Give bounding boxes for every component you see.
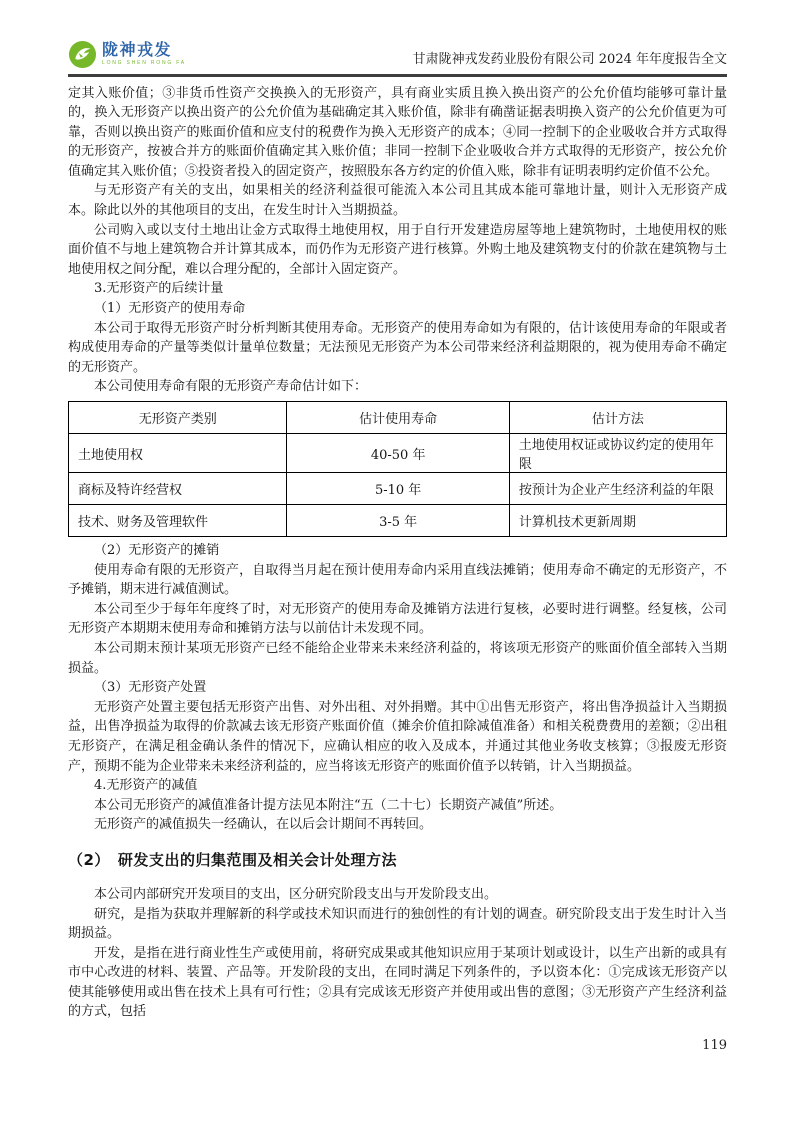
paragraph: 本公司使用寿命有限的无形资产寿命估计如下： — [94, 379, 368, 395]
bird-logo-icon — [68, 40, 97, 69]
paragraph: 开发，是指在进行商业性生产或使用前，将研究成果或其他知识应用于某项计划或设计，以生产出新的或具有市中心改进的材料、装置、产品等。开发阶段的支出，在同时满足下列条件的，予以资本化：①完成该无形资产以使其能够使用或出售在技术上具有可行性；②具有完成该无形资产并使用或出售的意图；③无形资产产生经济利益的方式，包括 — [68, 945, 727, 1020]
page-header — [68, 40, 727, 77]
subheading: 4.无形资产的减值 — [94, 778, 198, 794]
table-cell: 商标及特许经营权 — [69, 473, 287, 505]
table-cell: 3-5 年 — [287, 505, 509, 537]
table-cell: 计算机技术更新周期 — [509, 505, 726, 537]
paragraph: 无形资产处置主要包括无形资产出售、对外出租、对外捐赠。其中①出售无形资产，将出售净损益计入当期损益，出售净损益为取得的价款减去该无形资产账面价值（摊余价值扣除减值准备）和相关税费费用的差额；②出租无形资产，在满足租金确认条件的情况下，应确认相应的收入及成本，并通过其他业务收支核算；③报废无形资产，预期不能为企业带来未来经济利益的，应当将该无形资产的账面价值予以转销，计入当期损益。 — [68, 699, 727, 774]
paragraph: 本公司内部研究开发项目的支出，区分研究阶段支出与开发阶段支出。 — [94, 886, 498, 902]
paragraph: 定其入账价值；③非货币性资产交换换入的无形资产，具有商业实质且换入换出资产的公允价值均能够可靠计量的，换入无形资产以换出资产的公允价值为基础确定其入账价值，除非有确凿证据表明换入资产的公允价值更为可靠，否则以换出资产的账面价值和应支付的税费作为换入无形资产的成本；④同一控制下的企业吸收合并方式取得的无形资产，按被合并方的账面价值确定其入账价值；非同一控制下企业吸收合并方式取得的无形资产，按公允价值确定其入账价值；⑤投资者投入的固定资产，按照股东各方约定的价值入账，除非有证明表明约定价值不公允。 — [68, 85, 727, 179]
table-cell: 按预计为企业产生经济利益的年限 — [509, 473, 726, 505]
company-logo — [68, 40, 186, 69]
table-header-row — [69, 402, 727, 434]
column-header-useful-life: 估计使用寿命 — [287, 402, 509, 434]
column-header-estimation-method: 估计方法 — [509, 402, 726, 434]
column-header-asset-class: 无形资产类别 — [69, 402, 287, 434]
paragraph: 本公司期末预计某项无形资产已经不能给企业带来未来经济利益的，将该项无形资产的账面价值全部转入当期损益。 — [68, 640, 727, 676]
table-row — [69, 505, 727, 537]
section-heading: （2） 研发支出的归集范围及相关会计处理方法 — [68, 850, 397, 869]
subheading: （1）无形资产的使用寿命 — [94, 301, 246, 317]
subheading: 3.无形资产的后续计量 — [94, 281, 224, 297]
paragraph: 本公司无形资产的减值准备计提方法见本附注“五（二十七）长期资产减值”所述。 — [94, 797, 563, 813]
useful-life-table — [68, 401, 727, 537]
table-row — [69, 434, 727, 473]
paragraph: 使用寿命有限的无形资产，自取得当月起在预计使用寿命内采用直线法摊销；使用寿命不确定的无形资产，不予摊销，期末进行减值测试。 — [68, 562, 727, 598]
table-cell: 40-50 年 — [287, 434, 509, 473]
table-cell: 5-10 年 — [287, 473, 509, 505]
report-title: 甘肃陇神戎发药业股份有限公司 2024 年年度报告全文 — [412, 52, 727, 67]
paragraph: 本公司于取得无形资产时分析判断其使用寿命。无形资产的使用寿命如为有限的，估计该使用寿命的年限或者构成使用寿命的产量等类似计量单位数量；无法预见无形资产为本公司带来经济利益期限的，视为使用寿命不确定的无形资产。 — [68, 320, 727, 375]
table-row — [69, 473, 727, 505]
paragraph: 无形资产的减值损失一经确认，在以后会计期间不再转回。 — [94, 817, 433, 833]
paragraph: 公司购入或以支付土地出让金方式取得土地使用权，用于自行开发建造房屋等地上建筑物时，土地使用权的账面价值不与地上建筑物合并计算其成本，而仍作为无形资产进行核算。外购土地及建筑物支付的价款在建筑物与土地使用权之间分配，难以合理分配的，全部计入固定资产。 — [68, 222, 727, 277]
subheading: （3）无形资产处置 — [94, 680, 207, 696]
logo-wordmark — [102, 43, 186, 66]
paragraph: 本公司至少于每年年度终了时，对无形资产的使用寿命及摊销方法进行复核，必要时进行调整。经复核，公司无形资产本期期末使用寿命和摊销方法与以前估计未发现不同。 — [68, 601, 727, 637]
subheading: （2）无形资产的摊销 — [94, 543, 220, 558]
paragraph: 与无形资产有关的支出，如果相关的经济利益很可能流入本公司且其成本能可靠地计量，则计入无形资产成本。除此以外的其他项目的支出，在发生时计入当期损益。 — [68, 183, 727, 219]
table-cell: 土地使用权 — [69, 434, 287, 473]
paragraph: 研究，是指为获取并理解新的科学或技术知识而进行的独创性的有计划的调查。研究阶段支出于发生时计入当期损益。 — [68, 906, 727, 942]
document-body — [68, 77, 727, 1023]
table-cell: 技术、财务及管理软件 — [69, 505, 287, 537]
page-number: 119 — [702, 1038, 727, 1053]
logo-brand-name-en: LONG SHEN RONG FA — [102, 60, 186, 66]
table-cell: 土地使用权证或协议约定的使用年限 — [509, 434, 726, 473]
logo-brand-name-cn: 陇神戎发 — [102, 42, 173, 59]
